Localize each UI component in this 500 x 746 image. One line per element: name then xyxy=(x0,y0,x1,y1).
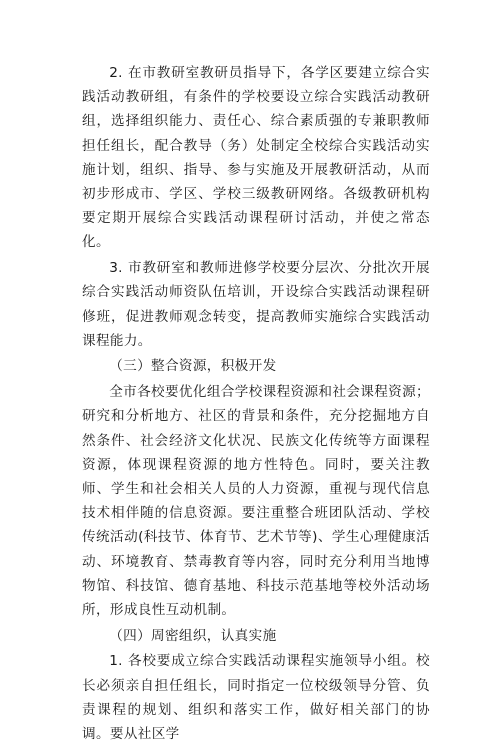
paragraph-leadership-group: 1. 各校要成立综合实践活动课程实施领导小组。校长必须亲自担任组长，同时指定一位校级领导分管、负责课程的规划、组织和落实工作，做好相关部门的协调。要从社区学 xyxy=(82,653,430,742)
document-body xyxy=(82,61,430,746)
paragraph-teacher-training: 3. 市教研室和教师进修学校要分层次、分批次开展综合实践活动师资队伍培训，开设综合实践活动课程研修班，促进教师观念转变，提高教师实施综合实践活动课程能力。 xyxy=(82,260,430,349)
paragraph-teaching-research-groups: 2. 在市教研室教研员指导下，各学区要建立综合实践活动教研组，有条件的学校要设立综合实践活动教研组，选择组织能力、责任心、综合素质强的专兼职教师担任组长，配合教导（务）处制定全校综合实践活动实施计划，组织、指导、参与实施及开展教研活动，从而初步形成市、学区、学校三级教研网络。各级教研机构要定期开展综合实践活动课程研讨活动，并使之常态化。 xyxy=(82,65,430,251)
section-heading-organize-implement: （四）周密组织，认真实施 xyxy=(109,627,277,644)
section-heading-integrate-resources: （三）整合资源，积极开发 xyxy=(109,358,277,375)
paragraph-curriculum-resources: 全市各校要优化组合学校课程资源和社会课程资源；研究和分析地方、社区的背景和条件，充分挖掘地方自然条件、社会经济文化状况、民族文化传统等方面课程资源，体现课程资源的地方性特色。同时，要关注教师、学生和社会相关人员的人力资源，重视与现代信息技术相伴随的信息资源。要注重整合班团队活动、学校传统活动(科技节、体育节、艺术节等)、学生心理健康活动、环境教育、禁毒教育等内容，同时充分利用当地博物馆、科技馆、德育基地、科技示范基地等校外活动场所，形成良性互动机制。 xyxy=(82,384,430,618)
